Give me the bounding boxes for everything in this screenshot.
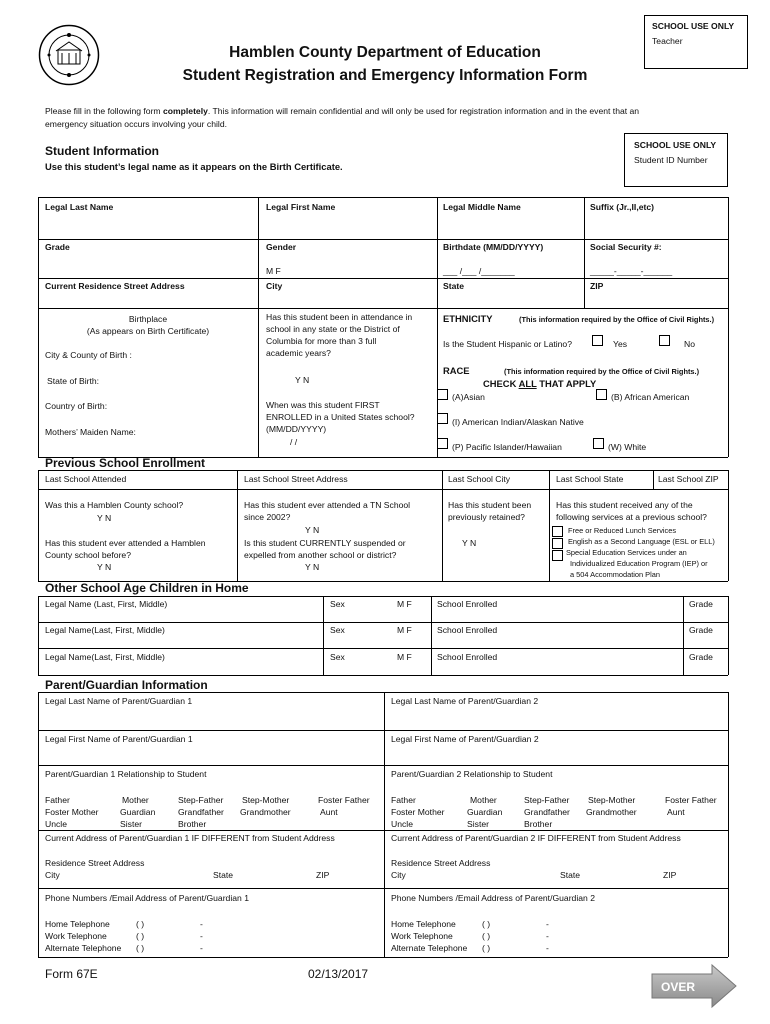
ever-hamblen-yn[interactable]: Y N [97,562,112,572]
child-sex-options[interactable]: M F [397,599,412,609]
school-use-only-label: SCHOOL USE ONLY [652,21,735,31]
child-sex-options[interactable]: M F [397,625,412,635]
hamblen-question: Was this a Hamblen County school? [45,500,184,510]
teacher-label: Teacher [652,36,683,46]
race-label: RACE [443,365,470,376]
child-sex-label: Sex [330,652,345,662]
child-school-field[interactable]: School Enrolled [437,625,498,635]
race-pacific-label: (P) Pacific Islander/Hawaiian [452,442,562,452]
tn-school-question: Has this student ever attended a TN School [244,500,411,510]
g2-phone-label: Phone Numbers /Email Address of Parent/Guardian 2 [391,893,595,903]
suspended-question: Is this student CURRENTLY suspended or [244,538,406,548]
g2-res-street-field[interactable]: Residence Street Address [391,858,491,868]
last-street-field[interactable]: Last School Street Address [244,474,348,484]
child-name-field[interactable]: Legal Name(Last, First, Middle) [45,625,165,635]
g2-state-field[interactable]: State [560,870,581,880]
g2-rel-guardian[interactable]: Guardian [467,807,503,817]
attendance-question-3: Columbia for more than 3 full [266,336,377,346]
services-question: Has this student received any of the [556,500,693,510]
race-native-label: (I) American Indian/Alaskan Native [452,417,584,427]
service-sped-label-3: a 504 Accommodation Plan [570,570,660,579]
service-sped-label-2: Individualized Education Program (IEP) or [570,559,708,568]
retained-yn[interactable]: Y N [462,538,477,548]
g2-relationship-label: Parent/Guardian 2 Relationship to Student [391,769,553,779]
g2-rel-sister[interactable]: Sister [467,819,489,829]
school-use-only-label-2: SCHOOL USE ONLY [634,140,717,150]
other-children-heading: Other School Age Children in Home [45,581,249,595]
g1-home-tel-label: Home Telephone [45,919,110,929]
form-title-line1: Hamblen County Department of Education [229,44,541,61]
student-id-label: Student ID Number [634,155,708,165]
city-field[interactable]: City [266,281,283,291]
hispanic-no-label: No [684,339,695,349]
g1-rel-father[interactable]: Father [45,795,70,805]
service-lunch-label: Free or Reduced Lunch Services [568,526,677,535]
first-enrolled-question: When was this student FIRST [266,400,380,410]
service-esl-label: English as a Second Language (ESL or ELL) [568,537,715,546]
child-name-field[interactable]: Legal Name (Last, First, Middle) [45,599,168,609]
g1-alt-tel-paren[interactable]: ( ) [136,943,145,953]
check-all-label: CHECK ALL THAT APPLY [483,378,597,389]
legal-middle-name-field[interactable]: Legal Middle Name [443,202,521,212]
g1-last-name-field[interactable]: Legal Last Name of Parent/Guardian 1 [45,696,193,706]
street-address-field[interactable]: Current Residence Street Address [45,281,185,291]
race-asian-checkbox[interactable] [437,389,448,400]
child-sex-label: Sex [330,599,345,609]
hispanic-question: Is the Student Hispanic or Latino? [443,339,572,349]
g2-alt-tel-dash[interactable]: - [546,943,549,953]
last-state-field[interactable]: Last School State [556,474,624,484]
g1-rel-uncle[interactable]: Uncle [45,819,67,829]
over-label: OVER [661,980,696,994]
first-enrolled-date[interactable]: / / [290,437,298,447]
state-field[interactable]: State [443,281,465,291]
legal-first-name-field[interactable]: Legal First Name [266,202,336,212]
last-city-field[interactable]: Last School City [448,474,511,484]
g2-rel-mother[interactable]: Mother [470,795,497,805]
race-white-checkbox[interactable] [593,438,604,449]
child-grade-field[interactable]: Grade [689,625,713,635]
g1-city-field[interactable]: City [45,870,60,880]
attendance-yn[interactable]: Y N [295,375,310,385]
service-lunch-checkbox[interactable] [552,526,563,537]
g2-alt-tel-paren[interactable]: ( ) [482,943,491,953]
g1-address-label: Current Address of Parent/Guardian 1 IF DIFFERENT from Student Address [45,833,335,843]
grade-field[interactable]: Grade [45,242,70,252]
last-zip-field[interactable]: Last School ZIP [658,474,719,484]
ethnicity-label: ETHNICITY [443,313,493,324]
services-question-2: following services at a previous school? [556,512,707,522]
g2-rel-grandmother[interactable]: Grandmother [586,807,637,817]
gender-options[interactable]: M F [266,266,281,276]
suffix-field[interactable]: Suffix (Jr.,II,etc) [590,202,654,212]
hispanic-yes-checkbox[interactable] [592,335,603,346]
country-of-birth-field[interactable]: Country of Birth: [45,401,108,411]
form-date: 02/13/2017 [308,967,369,981]
g2-rel-father[interactable]: Father [391,795,416,805]
guardian-heading: Parent/Guardian Information [45,678,208,692]
child-school-field[interactable]: School Enrolled [437,652,498,662]
attendance-question-2: school in any state or the District of [266,324,400,334]
g2-alt-tel-label: Alternate Telephone [391,943,468,953]
g2-rel-stepfather[interactable]: Step-Father [524,795,570,805]
g2-home-tel-dash[interactable]: - [546,919,549,929]
g2-work-tel-dash[interactable]: - [546,931,549,941]
g1-state-field[interactable]: State [213,870,234,880]
g1-rel-mother[interactable]: Mother [122,795,149,805]
g1-rel-stepfather[interactable]: Step-Father [178,795,224,805]
g2-address-label: Current Address of Parent/Guardian 2 IF DIFFERENT from Student Address [391,833,681,843]
race-native-checkbox[interactable] [437,413,448,424]
city-county-birth-field[interactable]: City & County of Birth : [45,350,132,360]
gender-field[interactable]: Gender [266,242,297,252]
hispanic-yes-label: Yes [613,339,628,349]
race-black-label: (B) African American [611,392,690,402]
g1-rel-grandfather[interactable]: Grandfather [178,807,224,817]
g1-alt-tel-dash[interactable]: - [200,943,203,953]
child-school-field[interactable]: School Enrolled [437,599,498,609]
g2-work-tel-label: Work Telephone [391,931,453,941]
retained-question-2: previously retained? [448,512,525,522]
g1-rel-grandmother[interactable]: Grandmother [240,807,291,817]
g2-rel-fosterfather[interactable]: Foster Father [665,795,717,805]
g1-first-name-field[interactable]: Legal First Name of Parent/Guardian 1 [45,734,193,744]
child-sex-options[interactable]: M F [397,652,412,662]
child-grade-field[interactable]: Grade [689,599,713,609]
service-esl-checkbox[interactable] [552,538,563,549]
hispanic-no-checkbox[interactable] [659,335,670,346]
g1-work-tel-label: Work Telephone [45,931,107,941]
student-info-subheading: Use this student’s legal name as it appears on the Birth Certificate. [45,161,343,172]
race-pacific-checkbox[interactable] [437,438,448,449]
race-black-checkbox[interactable] [596,389,607,400]
g2-last-name-field[interactable]: Legal Last Name of Parent/Guardian 2 [391,696,539,706]
g1-alt-tel-label: Alternate Telephone [45,943,122,953]
g2-rel-fostermother[interactable]: Foster Mother [391,807,445,817]
g1-rel-sister[interactable]: Sister [120,819,142,829]
last-school-field[interactable]: Last School Attended [45,474,127,484]
g2-rel-brother[interactable]: Brother [524,819,553,829]
g1-rel-guardian[interactable]: Guardian [120,807,156,817]
race-note: (This information required by the Office of Civil Rights.) [504,367,700,376]
birthdate-field[interactable]: Birthdate (MM/DD/YYYY) [443,242,544,252]
form-number: Form 67E [45,967,98,981]
g1-zip-field[interactable]: ZIP [316,870,330,880]
g1-phone-label: Phone Numbers /Email Address of Parent/Guardian 1 [45,893,249,903]
g2-rel-uncle[interactable]: Uncle [391,819,413,829]
g2-first-name-field[interactable]: Legal First Name of Parent/Guardian 2 [391,734,539,744]
g2-rel-aunt[interactable]: Aunt [667,807,685,817]
birthdate-blank[interactable]: ___ /___ /_______ [443,266,515,276]
legal-last-name-field[interactable]: Legal Last Name [45,202,114,212]
state-of-birth-field[interactable]: State of Birth: [47,376,100,386]
first-enrolled-question-3: (MM/DD/YYYY) [266,424,327,434]
g1-res-street-field[interactable]: Residence Street Address [45,858,145,868]
ssn-blank[interactable]: _____-_____-______ [590,266,673,276]
service-sped-checkbox[interactable] [552,550,563,561]
child-name-field[interactable]: Legal Name(Last, First, Middle) [45,652,165,662]
g2-rel-stepmother[interactable]: Step-Mother [588,795,636,805]
birthplace-sub: (As appears on Birth Certificate) [86,326,210,336]
ssn-field[interactable]: Social Security #: [590,242,662,252]
g1-rel-stepmother[interactable]: Step-Mother [242,795,290,805]
g1-work-tel-paren[interactable]: ( ) [136,931,145,941]
g2-rel-grandfather[interactable]: Grandfather [524,807,570,817]
attendance-question: Has this student been in attendance in [266,312,413,322]
child-grade-field[interactable]: Grade [689,652,713,662]
student-info-heading: Student Information [45,144,159,158]
g1-rel-fosterfather[interactable]: Foster Father [318,795,370,805]
first-enrolled-question-2: ENROLLED in a United States school? [266,412,415,422]
race-asian-label: (A)Asian [452,392,485,402]
intro-text-line2: emergency situation occurs involving your child. [45,119,227,129]
g2-zip-field[interactable]: ZIP [663,870,677,880]
g2-home-tel-paren[interactable]: ( ) [482,919,491,929]
service-sped-label: Special Education Services under an [566,548,687,557]
ever-hamblen-question: Has this student ever attended a Hamblen [45,538,206,548]
g2-work-tel-paren[interactable]: ( ) [482,931,491,941]
suspended-question-2: expelled from another school or district? [244,550,397,560]
zip-field[interactable]: ZIP [590,281,604,291]
race-white-label: (W) White [608,442,647,452]
hamblen-yn[interactable]: Y N [97,513,112,523]
intro-text: Please fill in the following form completely. This information will remain confidential and will only be used for registration information and in the event that an [45,106,640,116]
g1-rel-aunt[interactable]: Aunt [320,807,338,817]
g2-home-tel-label: Home Telephone [391,919,456,929]
previous-school-heading: Previous School Enrollment [45,456,206,470]
ethnicity-note: (This information required by the Office of Civil Rights.) [519,315,715,324]
form-title-line2: Student Registration and Emergency Information Form [182,67,588,84]
suspended-yn[interactable]: Y N [305,562,320,572]
g1-home-tel-paren[interactable]: ( ) [136,919,145,929]
g1-relationship-label: Parent/Guardian 1 Relationship to Student [45,769,207,779]
g1-rel-brother[interactable]: Brother [178,819,207,829]
birthplace-label: Birthplace [128,314,168,324]
tn-school-question-2: since 2002? [244,512,291,522]
g1-home-tel-dash[interactable]: - [200,919,203,929]
attendance-question-4: academic years? [266,348,331,358]
g1-work-tel-dash[interactable]: - [200,931,203,941]
g2-city-field[interactable]: City [391,870,406,880]
mothers-maiden-field[interactable]: Mothers’ Maiden Name: [45,427,136,437]
ever-hamblen-question-2: County school before? [45,550,131,560]
g1-rel-fostermother[interactable]: Foster Mother [45,807,99,817]
tn-school-yn[interactable]: Y N [305,525,320,535]
child-sex-label: Sex [330,625,345,635]
retained-question: Has this student been [448,500,532,510]
